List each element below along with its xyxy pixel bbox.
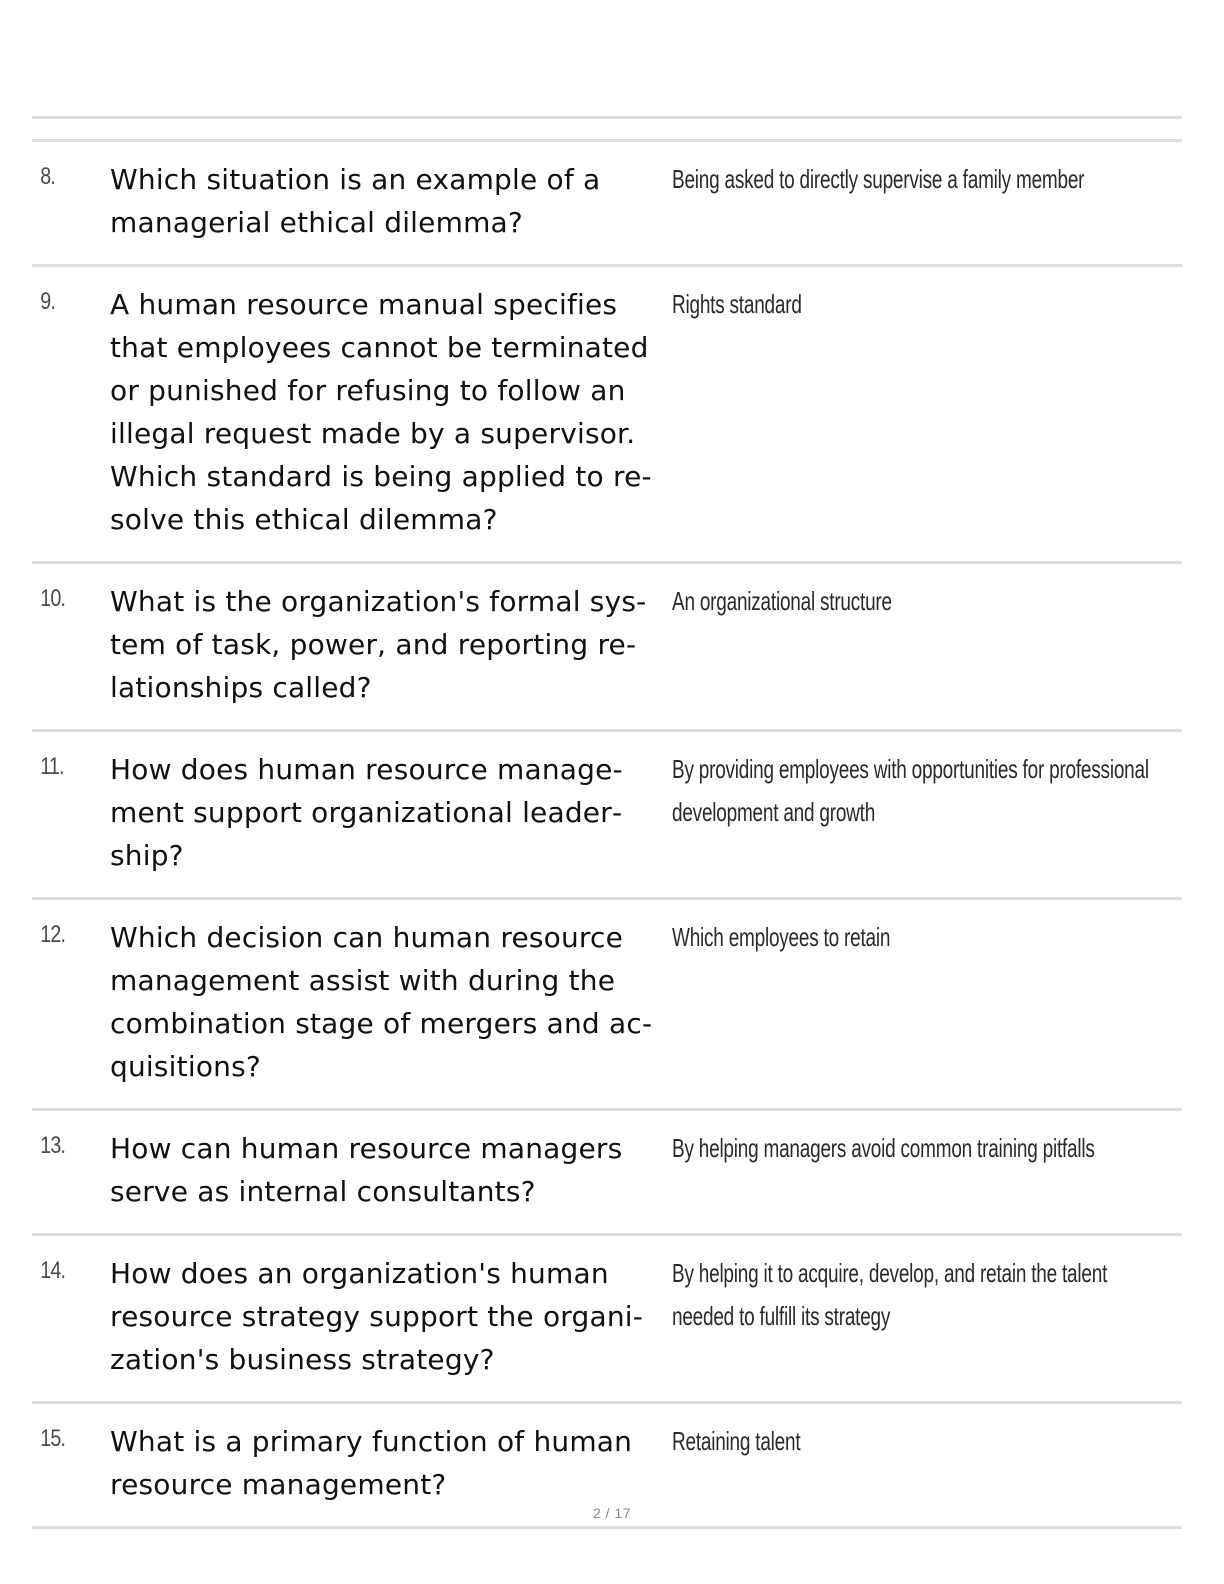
question-text: What is a primary function of human resource management? [110,1425,633,1501]
table-row [32,899,1182,1110]
qa-table [32,139,1182,1529]
question-text: How does human resource management support organizational leadership? [110,753,623,872]
answer-text: Which employees to retain [672,922,891,952]
question-text: A human resource manual specifies that employees cannot be terminated or punished for refusing to follow an illegal request made by a supervisor. Which standard is being applied to resolve this ethical dilemma? [110,288,652,536]
question-text: Which decision can human resource management assist with during the combination stage of mergers and acquisitions? [110,921,653,1083]
question-text: How can human resource managers serve as internal consultants? [110,1132,623,1208]
table-row [32,1235,1182,1403]
answer-text: By helping managers avoid common training pitfalls [672,1133,1095,1163]
question-text: How does an organization's human resource strategy support the organization's business strategy? [110,1257,643,1376]
question-number: 9. [40,288,55,315]
table-row [32,266,1182,563]
question-number: 12. [40,921,66,948]
answer-text: Retaining talent [672,1426,801,1456]
answer-text: By providing employees with opportunities for professional development and growth [672,754,1149,827]
question-number: 8. [40,163,55,190]
page-number: 2 / 17 [592,1505,632,1521]
question-number: 15. [40,1425,66,1452]
answer-text: By helping it to acquire, develop, and retain the talent needed to fulfill its strategy [672,1258,1108,1331]
table-row [32,141,1182,266]
table-row [32,1110,1182,1235]
question-number: 13. [40,1132,66,1159]
question-text: What is the organization's formal system of task, power, and reporting relationships called? [110,585,647,704]
header-rule [32,116,1182,119]
question-number: 14. [40,1257,66,1284]
question-text: Which situation is an example of a managerial ethical dilemma? [110,163,601,239]
answer-text: Being asked to directly supervise a family member [672,164,1085,194]
answer-text: Rights standard [672,289,802,319]
question-number: 10. [40,585,66,612]
question-number: 11. [40,753,64,780]
table-row [32,731,1182,899]
table-row [32,563,1182,731]
answer-text: An organizational structure [672,586,892,616]
